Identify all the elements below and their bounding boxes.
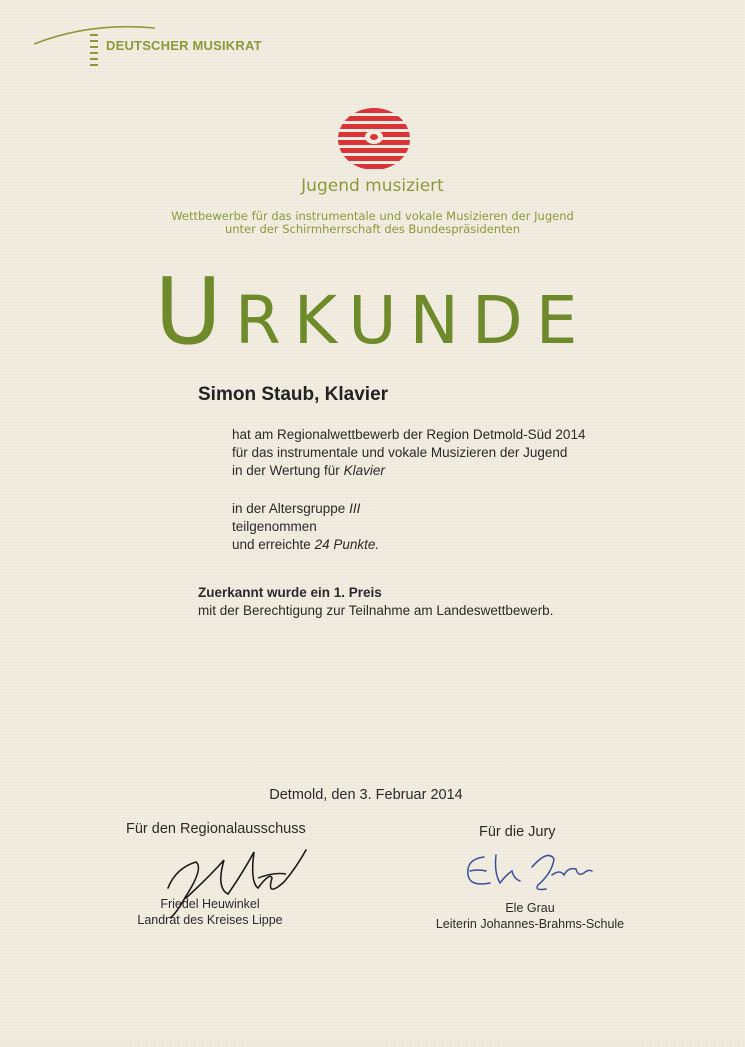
age-group-block: [232, 500, 379, 554]
award-headline: Zuerkannt wurde ein 1. Preis: [198, 585, 382, 600]
body-line-1: hat am Regionalwettbewerb der Region Detmold-Süd 2014: [232, 427, 586, 442]
title-initial: U: [154, 258, 235, 365]
age-group-value: III: [349, 501, 361, 516]
right-signatory-name: Ele Grau: [505, 901, 555, 915]
award-block: [198, 584, 553, 620]
category-label: in der Wertung für: [232, 463, 344, 478]
left-signature-heading: Für den Regionalausschuss: [126, 821, 306, 837]
tagline-line-1: Wettbewerbe für das instrumentale und vokale Musizieren der Jugend: [171, 209, 574, 223]
age-group-label: in der Altersgruppe: [232, 501, 350, 516]
score-line: [232, 536, 379, 554]
right-signatory: [430, 900, 630, 932]
right-signature-scribble: [456, 845, 596, 895]
body-line-3: [232, 462, 585, 480]
score-label: und erreichte: [232, 537, 315, 552]
recipient-name: Simon Staub, Klavier: [198, 384, 389, 405]
document-title: [0, 258, 745, 371]
tagline: [0, 210, 745, 236]
participated-line: teilgenommen: [232, 519, 317, 534]
left-signatory-role: Landrat des Kreises Lippe: [137, 913, 283, 927]
left-signatory: [126, 896, 294, 928]
category-value: Klavier: [343, 463, 385, 478]
jugend-musiziert-logo: [336, 106, 412, 172]
left-signatory-name: Friedel Heuwinkel: [160, 897, 260, 911]
title-rest: RKUNDE: [234, 282, 591, 359]
score-value: 24 Punkte.: [314, 537, 380, 552]
org-name: DEUTSCHER MUSIKRAT: [106, 38, 262, 53]
right-signatory-role: Leiterin Johannes-Brahms-Schule: [435, 917, 625, 931]
body-line-2: für das instrumentale und vokale Musizieren der Jugend: [232, 445, 568, 460]
tagline-line-2: unter der Schirmherrschaft des Bundespräsidenten: [224, 222, 521, 236]
right-signature-heading: Für die Jury: [479, 824, 556, 840]
certificate-body: [232, 426, 585, 480]
age-group-line: [232, 500, 379, 518]
award-detail: mit der Berechtigung zur Teilnahme am Landeswettbewerb.: [198, 603, 554, 618]
program-name: Jugend musiziert: [301, 176, 444, 196]
place-date: Detmold, den 3. Februar 2014: [269, 787, 463, 803]
